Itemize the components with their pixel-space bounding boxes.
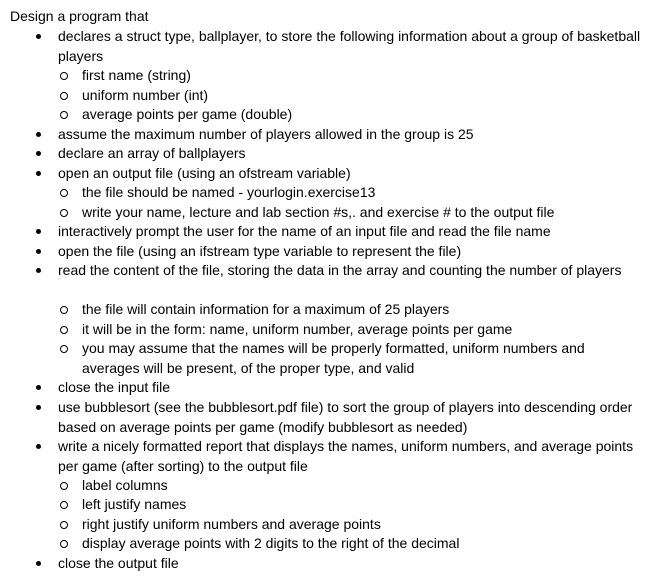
list-item-text: open an output file (using an ofstream variable) bbox=[58, 165, 351, 181]
list-item bbox=[82, 320, 646, 340]
list-item bbox=[58, 144, 646, 164]
list-item bbox=[58, 242, 646, 262]
circle-bullet-icon bbox=[60, 92, 68, 100]
list-item bbox=[58, 164, 646, 184]
list-item-text: the file should be named - yourlogin.exercise13 bbox=[82, 184, 376, 200]
list-item-text: average points per game (double) bbox=[82, 106, 293, 122]
bullet-icon bbox=[36, 229, 41, 234]
list-item bbox=[58, 398, 646, 437]
list-item bbox=[82, 495, 646, 515]
circle-bullet-icon bbox=[60, 501, 68, 509]
list-item-text: left justify names bbox=[82, 496, 187, 512]
circle-bullet-icon bbox=[60, 209, 68, 217]
list-item bbox=[58, 222, 646, 242]
bullet-icon bbox=[36, 132, 41, 137]
circle-bullet-icon bbox=[60, 482, 68, 490]
list-item-text: open the file (using an ifstream type variable to represent the file) bbox=[58, 243, 462, 259]
list-item bbox=[82, 476, 646, 496]
bullet-icon bbox=[36, 171, 41, 176]
list-item-text: write your name, lecture and lab section #s,. and exercise # to the output file bbox=[82, 204, 555, 220]
list-item bbox=[82, 515, 646, 535]
list-item-text: label columns bbox=[82, 477, 168, 493]
list-item bbox=[82, 86, 646, 106]
list-item-text: declares a struct type, ballplayer, to store the following information about a group of basketball players bbox=[58, 28, 641, 64]
list-item bbox=[58, 125, 646, 145]
list-item bbox=[58, 437, 646, 476]
list-item-text: close the input file bbox=[58, 379, 171, 395]
list-item bbox=[58, 261, 646, 281]
list-item-text: use bubblesort (see the bubblesort.pdf file) to sort the group of players into descending order based on average points per game (modify bubblesort as needed) bbox=[58, 399, 633, 435]
list-item-text: read the content of the file, storing the data in the array and counting the number of players bbox=[58, 262, 622, 278]
list-item bbox=[82, 534, 646, 554]
list-item-text: write a nicely formatted report that displays the names, uniform numbers, and average points per game (after sorting) to the output file bbox=[58, 438, 634, 474]
intro-text: Design a program that bbox=[10, 8, 149, 24]
list-item bbox=[82, 300, 646, 320]
list-item bbox=[58, 554, 646, 574]
list-item-text: declare an array of ballplayers bbox=[58, 145, 246, 161]
list-item bbox=[82, 203, 646, 223]
circle-bullet-icon bbox=[60, 540, 68, 548]
list-item bbox=[82, 183, 646, 203]
circle-bullet-icon bbox=[60, 345, 68, 353]
bullet-icon bbox=[36, 444, 41, 449]
bullet-icon bbox=[36, 34, 41, 39]
list-item-text: uniform number (int) bbox=[82, 87, 209, 103]
list-item-text: first name (string) bbox=[82, 67, 191, 83]
bullet-icon bbox=[36, 405, 41, 410]
list-item-text: close the output file bbox=[58, 555, 179, 571]
bullet-icon bbox=[36, 268, 41, 273]
list-item-text: right justify uniform numbers and average points bbox=[82, 516, 381, 532]
list-item-text: it will be in the form: name, uniform number, average points per game bbox=[82, 321, 513, 337]
list-item-text: assume the maximum number of players allowed in the group is 25 bbox=[58, 126, 474, 142]
list-item bbox=[58, 378, 646, 398]
bullet-icon bbox=[36, 561, 41, 566]
list-item-text: interactively prompt the user for the name of an input file and read the file name bbox=[58, 223, 551, 239]
circle-bullet-icon bbox=[60, 72, 68, 80]
list-item bbox=[58, 27, 646, 66]
bullet-icon bbox=[36, 249, 41, 254]
circle-bullet-icon bbox=[60, 326, 68, 334]
circle-bullet-icon bbox=[60, 306, 68, 314]
list-item bbox=[82, 339, 646, 378]
circle-bullet-icon bbox=[60, 189, 68, 197]
bullet-icon bbox=[36, 151, 41, 156]
list-item-text: display average points with 2 digits to the right of the decimal bbox=[82, 535, 460, 551]
bullet-icon bbox=[36, 385, 41, 390]
list-item-text: you may assume that the names will be properly formatted, uniform numbers and averages will be present, of the proper type, and valid bbox=[82, 340, 585, 376]
list-item bbox=[82, 66, 646, 86]
list-item-text: the file will contain information for a maximum of 25 players bbox=[82, 301, 450, 317]
list-item bbox=[82, 105, 646, 125]
circle-bullet-icon bbox=[60, 111, 68, 119]
circle-bullet-icon bbox=[60, 521, 68, 529]
